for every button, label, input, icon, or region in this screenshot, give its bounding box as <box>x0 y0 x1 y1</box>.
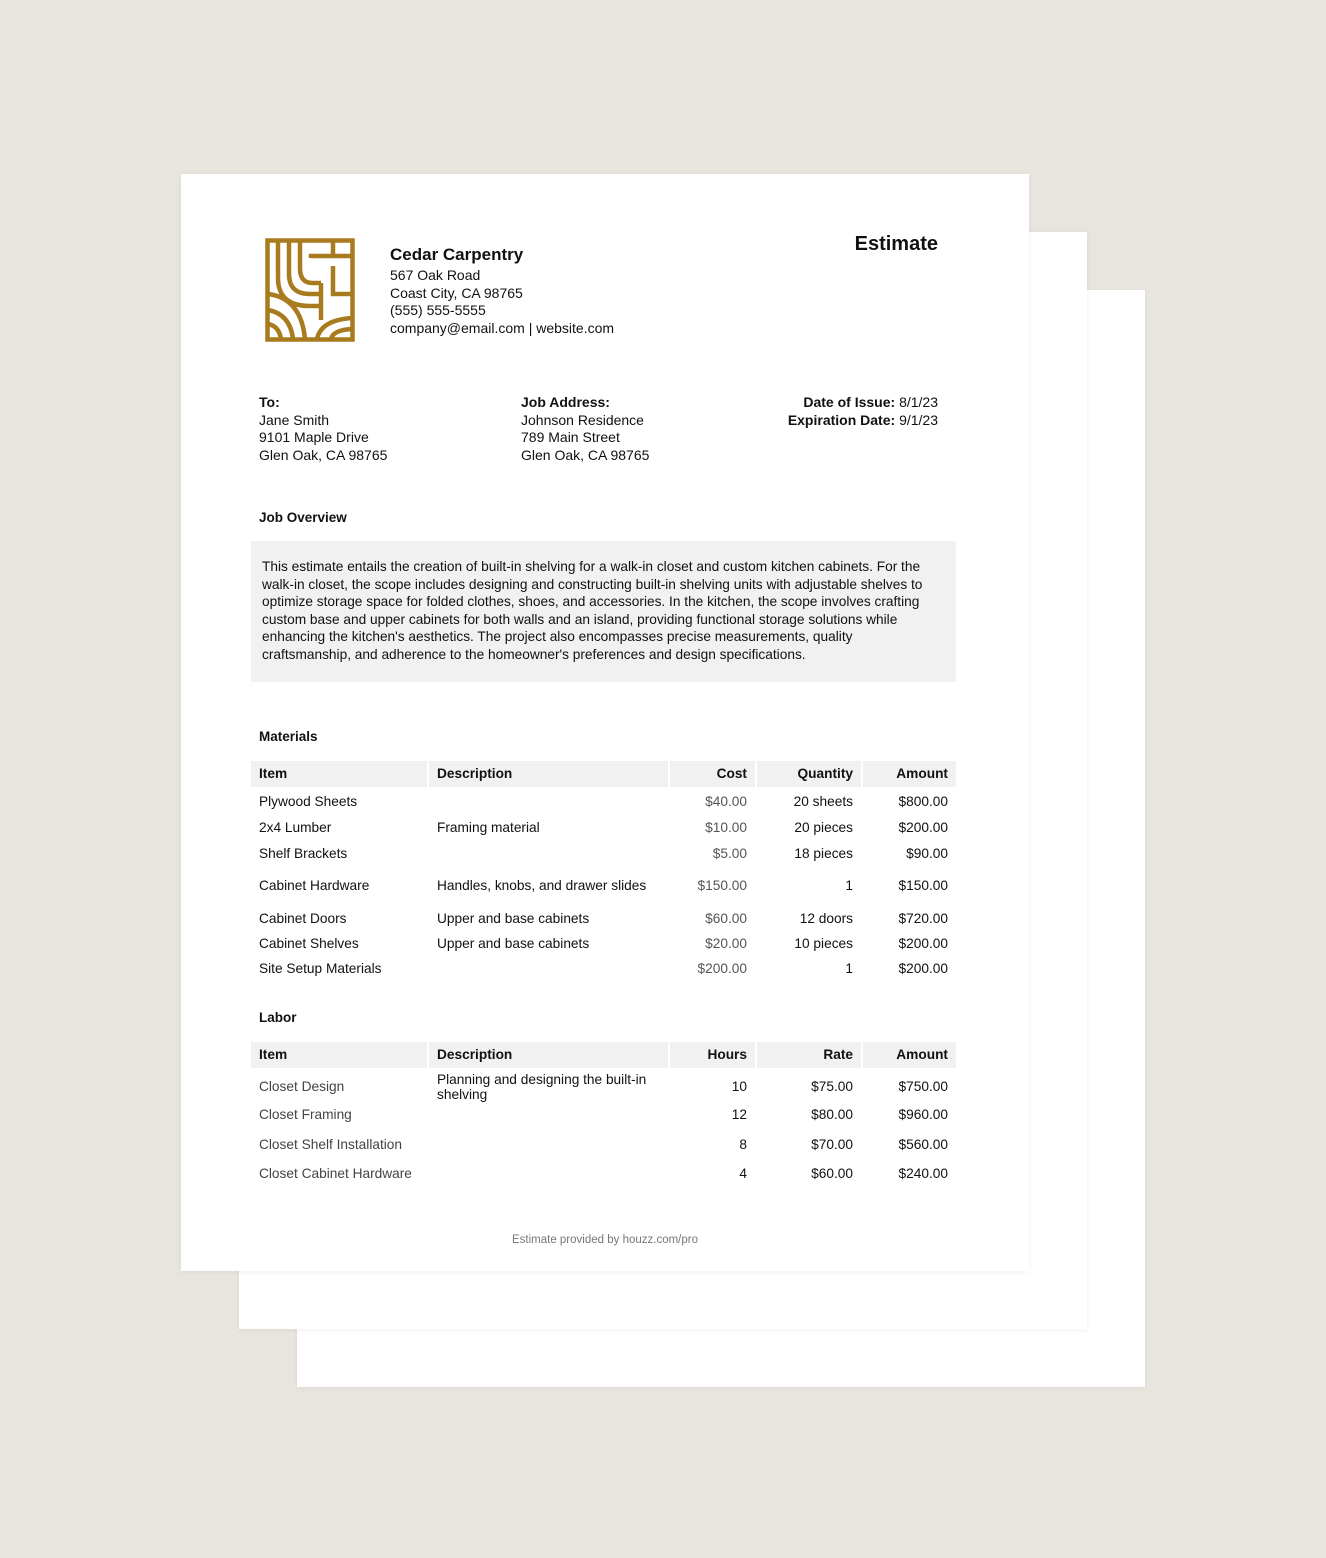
company-phone: (555) 555-5555 <box>390 302 486 319</box>
table-row <box>251 878 956 893</box>
job-address-block <box>521 394 649 464</box>
quantity-cell: 10 pieces <box>794 936 853 951</box>
labor-col-item: Item <box>251 1042 427 1068</box>
description-cell: Handles, knobs, and drawer slides <box>437 878 647 893</box>
rate-cell: $75.00 <box>811 1079 853 1094</box>
issue-date-value: 8/1/23 <box>899 394 938 410</box>
materials-col-amount: Amount <box>863 761 956 787</box>
cost-cell: $200.00 <box>697 961 747 976</box>
item-cell: 2x4 Lumber <box>259 820 332 835</box>
overview-title: Job Overview <box>259 510 347 525</box>
labor-col-rate: Rate <box>757 1042 861 1068</box>
hours-cell: 4 <box>739 1166 747 1181</box>
table-row <box>251 1137 956 1152</box>
amount-cell: $150.00 <box>898 878 948 893</box>
table-row <box>251 1166 956 1181</box>
table-row <box>251 911 956 926</box>
company-name: Cedar Carpentry <box>390 245 524 264</box>
company-info <box>390 245 614 337</box>
item-cell: Cabinet Hardware <box>259 878 370 893</box>
recipient-label: To: <box>259 394 280 410</box>
materials-table <box>251 761 956 976</box>
overview-text: This estimate entails the creation of built-in shelving for a walk-in closet and custom kitchen cabinets. For the walk-in closet, the scope includes designing and constructing built-in shelving units with adjustable shelves to optimize storage space for folded clothes, shoes, and accessories. In the kitchen, the scope involves crafting custom base and upper cabinets for both walls and an island, providing functional storage solutions while enhancing the kitchen's aesthetics. The project also encompasses precise measurements, quality craftsmanship, and adherence to the homeowner's preferences and design specifications. <box>251 541 956 682</box>
amount-cell: $800.00 <box>898 794 948 809</box>
labor-title: Labor <box>259 1010 297 1025</box>
amount-cell: $560.00 <box>898 1137 948 1152</box>
amount-cell: $200.00 <box>898 961 948 976</box>
rate-cell: $70.00 <box>811 1137 853 1152</box>
description-cell: Planning and designing the built-in shelving <box>437 1071 647 1102</box>
item-cell: Closet Cabinet Hardware <box>259 1166 412 1181</box>
rate-cell: $60.00 <box>811 1166 853 1181</box>
table-row <box>251 1107 956 1122</box>
company-street: 567 Oak Road <box>390 267 481 283</box>
amount-cell: $240.00 <box>898 1166 948 1181</box>
materials-col-quantity: Quantity <box>757 761 861 787</box>
hours-cell: 12 <box>731 1107 747 1122</box>
recipient-block <box>259 394 387 464</box>
cost-cell: $60.00 <box>705 911 747 926</box>
company-contact: company@email.com | website.com <box>390 319 615 336</box>
amount-cell: $200.00 <box>898 936 948 951</box>
hours-cell: 8 <box>739 1137 747 1152</box>
cost-cell: $5.00 <box>712 846 747 861</box>
item-cell: Closet Shelf Installation <box>259 1137 403 1152</box>
quantity-cell: 20 pieces <box>794 820 853 835</box>
item-cell: Cabinet Shelves <box>259 936 359 951</box>
materials-col-cost: Cost <box>670 761 755 787</box>
materials-col-item: Item <box>251 761 427 787</box>
recipient-street: 9101 Maple Drive <box>259 429 369 446</box>
materials-header-row <box>251 761 956 787</box>
description-cell: Upper and base cabinets <box>437 936 590 951</box>
footer-credit: Estimate provided by houzz.com/pro <box>511 1234 698 1246</box>
recipient-city: Glen Oak, CA 98765 <box>259 446 388 463</box>
estimate-page <box>181 174 1029 1271</box>
expiration-date-label: Expiration Date: <box>787 411 896 428</box>
materials-title: Materials <box>259 729 318 744</box>
quantity-cell: 1 <box>845 961 853 976</box>
table-row <box>251 936 956 951</box>
document-title: Estimate <box>854 233 938 255</box>
company-city: Coast City, CA 98765 <box>390 284 523 301</box>
table-row <box>251 794 956 809</box>
amount-cell: $90.00 <box>906 846 948 861</box>
item-cell: Plywood Sheets <box>259 794 358 809</box>
expiration-date-line <box>788 412 938 430</box>
materials-col-description: Description <box>429 761 668 787</box>
issue-date-label: Date of Issue: <box>803 394 896 410</box>
amount-cell: $200.00 <box>898 820 948 835</box>
job-address-street: 789 Main Street <box>521 429 620 446</box>
cost-cell: $10.00 <box>705 820 747 835</box>
rate-cell: $80.00 <box>811 1107 853 1122</box>
item-cell: Site Setup Materials <box>259 961 382 976</box>
cost-cell: $20.00 <box>705 936 747 951</box>
labor-col-description: Description <box>429 1042 668 1068</box>
job-address-name: Johnson Residence <box>521 411 644 428</box>
labor-header-row <box>251 1042 956 1068</box>
quantity-cell: 1 <box>845 878 853 893</box>
description-cell: Framing material <box>437 820 540 835</box>
table-row <box>251 820 956 835</box>
cost-cell: $40.00 <box>705 794 747 809</box>
job-address-label: Job Address: <box>521 394 610 410</box>
quantity-cell: 18 pieces <box>794 846 853 861</box>
recipient-name: Jane Smith <box>259 411 330 428</box>
description-cell: Upper and base cabinets <box>437 911 590 926</box>
amount-cell: $720.00 <box>898 911 948 926</box>
hours-cell: 10 <box>731 1079 747 1094</box>
issue-date-line <box>788 394 938 412</box>
expiration-date-value: 9/1/23 <box>899 411 938 428</box>
amount-cell: $960.00 <box>898 1107 948 1122</box>
table-row <box>251 846 956 861</box>
item-cell: Closet Design <box>259 1079 345 1094</box>
table-row <box>251 1070 956 1103</box>
item-cell: Shelf Brackets <box>259 846 348 861</box>
cedar-logo-icon <box>265 238 355 342</box>
table-row <box>251 961 956 976</box>
item-cell: Closet Framing <box>259 1107 352 1122</box>
item-cell: Cabinet Doors <box>259 911 347 926</box>
quantity-cell: 12 doors <box>799 911 853 926</box>
labor-table <box>251 1042 956 1181</box>
amount-cell: $750.00 <box>898 1079 948 1094</box>
labor-col-amount: Amount <box>863 1042 956 1068</box>
quantity-cell: 20 sheets <box>793 794 853 809</box>
cost-cell: $150.00 <box>697 878 747 893</box>
labor-col-hours: Hours <box>670 1042 755 1068</box>
job-address-city: Glen Oak, CA 98765 <box>521 446 650 463</box>
dates-block <box>788 394 938 429</box>
